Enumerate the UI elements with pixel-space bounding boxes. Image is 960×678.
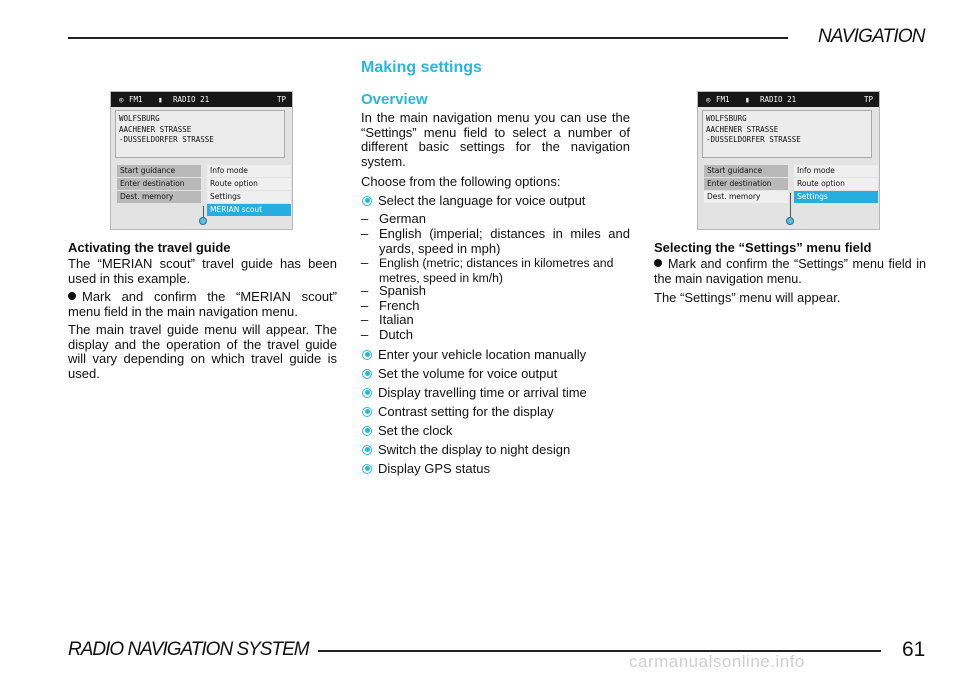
language-item: – Dutch bbox=[361, 327, 413, 342]
footer-title: RADIO NAVIGATION SYSTEM bbox=[68, 639, 309, 660]
option-circle-icon bbox=[362, 369, 372, 379]
overview-heading: Overview bbox=[361, 91, 428, 108]
option-circle-icon bbox=[362, 388, 372, 398]
address-line: AACHENER STRASSE bbox=[706, 124, 779, 134]
language-item: – Spanish bbox=[361, 283, 426, 298]
choose-text: Choose from the following options: bbox=[361, 174, 561, 189]
preset-box-icon: ▮ bbox=[745, 95, 750, 104]
address-line: WOLFSBURG bbox=[706, 114, 747, 123]
rotary-knob-icon bbox=[199, 217, 207, 225]
bullet-text: Mark and confirm the “MERIAN scout” menu field in the main navigation menu. bbox=[68, 289, 337, 319]
address-line: WOLFSBURG bbox=[119, 114, 160, 123]
overview-intro: In the main navigation menu you can use the “Settings” menu field to select a number of different basic settings for the navigation system. bbox=[361, 110, 630, 169]
left-paragraph-1: The “MERIAN scout” travel guide has been used in this example. bbox=[68, 256, 337, 286]
option-item bbox=[362, 193, 585, 208]
settings-button[interactable]: Settings bbox=[207, 191, 291, 203]
option-item: Display travelling time or arrival time bbox=[362, 385, 587, 400]
band-label: FM1 bbox=[129, 95, 143, 104]
left-bullet bbox=[68, 290, 337, 319]
screen-status-bar bbox=[111, 92, 292, 107]
address-line: -DUSSELDORFER STRASSE bbox=[119, 135, 214, 144]
language-item: – English (imperial; distances in miles and yards, speed in mph) bbox=[361, 226, 630, 256]
rotary-knob-icon bbox=[786, 217, 794, 225]
enter-destination-button[interactable]: Enter destination bbox=[704, 178, 788, 190]
language-item: – French bbox=[361, 298, 420, 313]
info-mode-button[interactable]: Info mode bbox=[794, 165, 878, 177]
dest-memory-button[interactable]: Dest. memory bbox=[704, 191, 788, 203]
language-item: – Italian bbox=[361, 312, 414, 327]
route-option-button[interactable]: Route option bbox=[794, 178, 878, 190]
navigation-screen-settings bbox=[697, 91, 880, 230]
settings-button[interactable]: Settings bbox=[794, 191, 878, 203]
station-label: RADIO 21 bbox=[173, 95, 210, 104]
bullet-icon bbox=[654, 259, 662, 267]
option-text: Select the language for voice output bbox=[378, 193, 586, 208]
header-title: NAVIGATION bbox=[818, 26, 925, 47]
band-label: FM1 bbox=[716, 95, 730, 104]
tp-label: TP bbox=[864, 95, 874, 104]
merian-scout-button[interactable]: MERIAN scout bbox=[207, 204, 291, 216]
dest-memory-button[interactable]: Dest. memory bbox=[117, 191, 201, 203]
address-line: -DUSSELDORFER STRASSE bbox=[706, 135, 801, 144]
page-title: Making settings bbox=[361, 59, 482, 76]
start-guidance-button[interactable]: Start guidance bbox=[117, 165, 201, 177]
route-option-button[interactable]: Route option bbox=[207, 178, 291, 190]
right-bullet bbox=[654, 257, 926, 286]
selector-line bbox=[790, 193, 791, 217]
bullet-icon bbox=[68, 292, 76, 300]
right-paragraph: The “Settings” menu will appear. bbox=[654, 290, 841, 305]
station-label: RADIO 21 bbox=[760, 95, 797, 104]
option-circle-icon bbox=[362, 426, 372, 436]
caption-title-left: Activating the travel guide bbox=[68, 240, 231, 255]
option-circle-icon bbox=[362, 196, 372, 206]
option-item: Switch the display to night design bbox=[362, 442, 570, 457]
caption-title-right: Selecting the “Settings” menu field bbox=[654, 240, 872, 255]
address-display bbox=[115, 110, 285, 158]
navigation-screen-merian bbox=[110, 91, 293, 230]
option-item: Set the volume for voice output bbox=[362, 366, 557, 381]
language-item: – German bbox=[361, 211, 426, 226]
option-circle-icon bbox=[362, 350, 372, 360]
address-line: AACHENER STRASSE bbox=[119, 124, 192, 134]
start-guidance-button[interactable]: Start guidance bbox=[704, 165, 788, 177]
option-item: Contrast setting for the display bbox=[362, 404, 554, 419]
option-circle-icon bbox=[362, 407, 372, 417]
watermark: carmanualsonline.info bbox=[629, 652, 805, 671]
option-item: Enter your vehicle location manually bbox=[362, 347, 586, 362]
option-item: Set the clock bbox=[362, 423, 452, 438]
left-paragraph-2: The main travel guide menu will appear. The display and the operation of the travel guide will vary depending on which travel guide is used. bbox=[68, 322, 337, 381]
preset-box-icon: ▮ bbox=[158, 95, 163, 104]
enter-destination-button[interactable]: Enter destination bbox=[117, 178, 201, 190]
page-number: 61 bbox=[902, 638, 926, 661]
bullet-text: Mark and confirm the “Settings” menu field in the main navigation menu. bbox=[654, 257, 926, 286]
tp-label: TP bbox=[277, 95, 287, 104]
option-circle-icon bbox=[362, 464, 372, 474]
option-item: Display GPS status bbox=[362, 461, 490, 476]
radio-icon: ◎ bbox=[706, 95, 711, 104]
option-circle-icon bbox=[362, 445, 372, 455]
address-display bbox=[702, 110, 872, 158]
info-mode-button[interactable]: Info mode bbox=[207, 165, 291, 177]
screen-status-bar bbox=[698, 92, 879, 107]
radio-icon: ◎ bbox=[119, 95, 124, 104]
language-item: – English (metric; distances in kilometres and metres, speed in km/h) bbox=[361, 255, 614, 285]
header-rule bbox=[68, 37, 788, 39]
